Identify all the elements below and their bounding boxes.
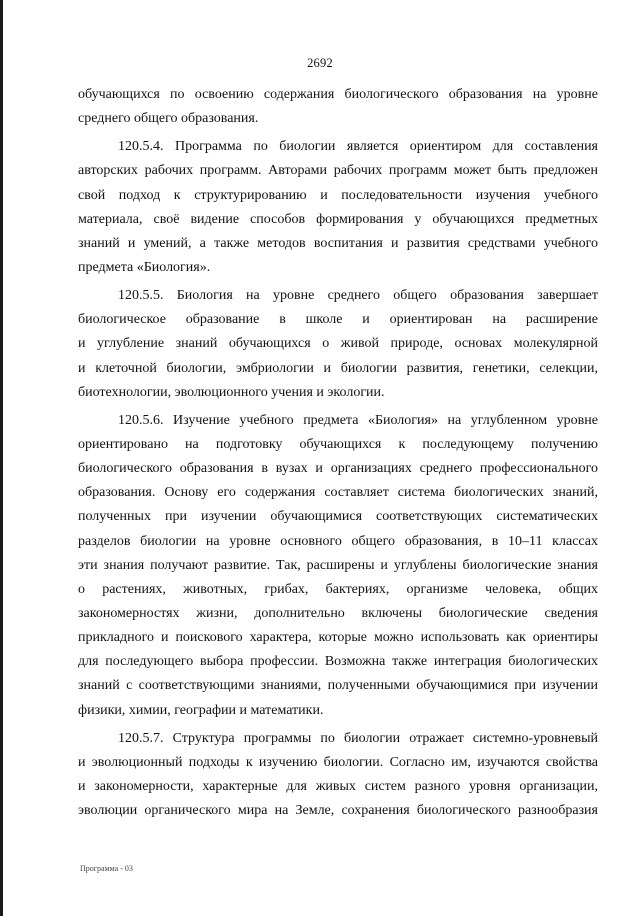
text-line: физики, химии, географии и математики. <box>78 702 324 718</box>
text-line: 120.5.5. Биология на уровне среднего общего образования завершает <box>118 288 598 304</box>
text-line: и эволюционный подходы к изучению биологии. Согласно им, изучаются свойства <box>78 754 598 770</box>
text-line: ориентировано на подготовку обучающихся к последующему получению <box>78 436 598 452</box>
text-line: полученных при изучении обучающимися соответствующих систематических <box>78 509 598 525</box>
paragraph-120-5-6 <box>78 409 598 723</box>
paragraph-120-5-4 <box>78 135 598 280</box>
text-line: знаний с соответствующими знаниями, полученными обучающимися при изучении <box>78 678 598 694</box>
footer-label: Программа - 03 <box>80 864 133 873</box>
document-body <box>78 83 598 827</box>
text-line: и клеточной биологии, эмбриологии и биологии развития, генетики, селекции, <box>78 360 598 376</box>
text-line: биологического образования в вузах и организациях среднего профессионального <box>78 461 598 477</box>
text-line: прикладного и поискового характера, которые можно использовать как ориентиры <box>78 630 598 646</box>
text-line: и углубление знаний обучающихся о живой природе, основах молекулярной <box>78 336 598 352</box>
page-number: 2692 <box>307 56 333 70</box>
text-line: и закономерности, характерные для живых систем разного уровня организации, <box>78 778 598 794</box>
text-line: предмета «Биология». <box>78 259 211 275</box>
text-line: обучающихся по освоению содержания биологического образования на уровне <box>78 87 598 102</box>
text-line: среднего общего образования. <box>78 111 259 127</box>
text-line: эти знания получают развитие. Так, расширены и углублены биологические знания <box>78 557 598 573</box>
text-line: биологическое образование в школе и ориентирован на расширение <box>78 312 598 328</box>
scan-edge <box>0 0 3 916</box>
text-line: для последующего выбора профессии. Возможна также интеграция биологических <box>78 654 598 670</box>
text-line: эволюции органического мира на Земле, сохранения биологического разнообразия <box>78 803 598 819</box>
paragraph-120-5-5 <box>78 284 598 405</box>
text-line: закономерностях жизни, дополнительно включены биологические сведения <box>78 605 598 621</box>
text-line: знаний и умений, а также методов воспитания и развития средствами учебного <box>78 235 598 251</box>
text-line: разделов биологии на уровне основного общего образования, в 10–11 классах <box>78 533 598 549</box>
text-line: 120.5.4. Программа по биологии является ориентиром для составления <box>118 139 598 155</box>
paragraph-120-5-7 <box>78 727 598 824</box>
text-line: свой подход к структурированию и последовательности изучения учебного <box>78 187 598 203</box>
paragraph-continuation <box>78 83 598 131</box>
text-line: о растениях, животных, грибах, бактериях, организме человека, общих <box>78 581 598 597</box>
text-line: материала, своё видение способов формирования у обучающихся предметных <box>78 211 598 227</box>
text-line: 120.5.7. Структура программы по биологии отражает системно-уровневый <box>118 730 598 746</box>
text-line: образования. Основу его содержания составляет система биологических знаний, <box>78 485 598 501</box>
text-line: авторских рабочих программ. Авторами рабочих программ может быть предложен <box>78 163 598 179</box>
text-line: 120.5.6. Изучение учебного предмета «Биология» на углубленном уровне <box>118 412 598 428</box>
text-line: биотехнологии, эволюционного учения и экологии. <box>78 384 385 400</box>
